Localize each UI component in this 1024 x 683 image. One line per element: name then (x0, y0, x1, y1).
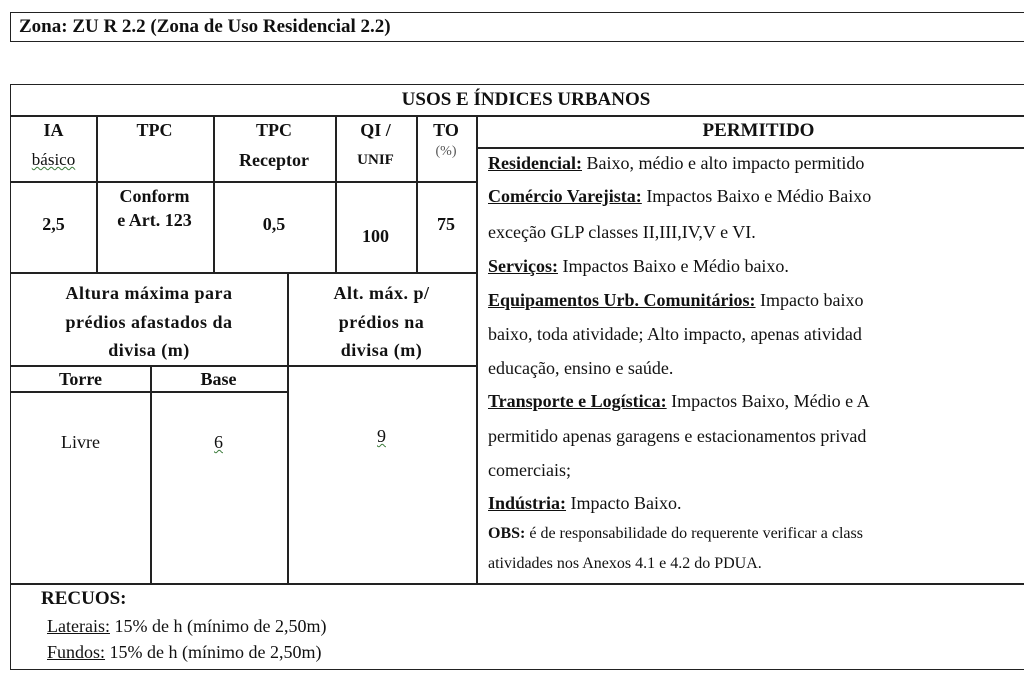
row-divider (11, 365, 476, 367)
permitido-comercio-2: exceção GLP classes II,III,IV,V e VI. (488, 222, 756, 242)
altura-afastados-2: prédios afastados da (65, 312, 233, 332)
header-to-pct: (%) (435, 144, 457, 159)
altura-divisa-2: prédios na (338, 312, 425, 332)
altura-divisa-3: divisa (m) (340, 340, 423, 360)
table-title: USOS E ÍNDICES URBANOS (401, 89, 651, 110)
col-divider (476, 115, 478, 583)
torre-value: Livre (61, 432, 100, 452)
altura-afastados: Altura máxima para (65, 283, 233, 303)
permitido-residencial: Residencial: Baixo, médio e alto impacto permitido (488, 153, 865, 173)
header-ia: IA (43, 120, 64, 140)
divisa-value: 9 (377, 426, 386, 446)
value-tpc: Conform (119, 186, 190, 206)
permitido-equipamentos-3: educação, ensino e saúde. (488, 358, 674, 378)
recuos-laterais: Laterais: 15% de h (mínimo de 2,50m) (47, 616, 327, 636)
recuos-title: RECUOS: (41, 588, 127, 609)
altura-divisa: Alt. máx. p/ (333, 283, 430, 303)
header-tpc-receptor: TPC (256, 120, 292, 140)
permitido-transporte-3: comerciais; (488, 460, 571, 480)
altura-afastados-3: divisa (m) (108, 340, 190, 360)
header-tpc-receptor-2: Receptor (239, 150, 309, 170)
zona-title: Zona: ZU R 2.2 (Zona de Uso Residencial 2.2) (10, 12, 1024, 42)
permitido-servicos: Serviços: Impactos Baixo e Médio baixo. (488, 256, 789, 276)
row-divider (11, 272, 476, 274)
permitido-equipamentos-2: baixo, toda atividade; Alto impacto, apenas atividad (488, 324, 862, 344)
value-tpc-2: e Art. 123 (117, 210, 192, 230)
header-permitido: PERMITIDO (702, 120, 815, 141)
torre-header: Torre (59, 369, 102, 389)
header-to: TO (433, 120, 459, 140)
base-header: Base (200, 369, 237, 389)
indices-table (10, 84, 1024, 670)
row-divider (11, 181, 476, 183)
permitido-comercio: Comércio Varejista: Impactos Baixo e Médio Baixo (488, 186, 872, 206)
permitido-industria: Indústria: Impacto Baixo. (488, 493, 682, 513)
base-value: 6 (214, 432, 223, 452)
permitido-transporte: Transporte e Logística: Impactos Baixo, Médio e A (488, 391, 870, 411)
recuos-fundos: Fundos: 15% de h (mínimo de 2,50m) (47, 642, 322, 662)
permitido-transporte-2: permitido apenas garagens e estacionamentos privad (488, 426, 867, 446)
value-qi: 100 (362, 226, 389, 246)
permitido-obs: OBS: é de responsabilidade do requerente verificar a class (488, 525, 863, 542)
value-to: 75 (437, 214, 455, 234)
permitido-equipamentos: Equipamentos Urb. Comunitários: Impacto baixo (488, 290, 864, 310)
header-qi: QI / (360, 120, 391, 140)
row-divider (11, 391, 287, 393)
row-divider (11, 583, 1024, 585)
value-tpc-receptor: 0,5 (262, 214, 286, 234)
col-divider (150, 365, 152, 583)
header-ia-basico: básico (31, 150, 76, 169)
value-ia: 2,5 (42, 214, 65, 234)
header-qi-unif: UNIF (357, 152, 394, 168)
permitido-obs-2: atividades nos Anexos 4.1 e 4.2 do PDUA. (488, 555, 762, 572)
header-tpc: TPC (136, 120, 173, 140)
row-divider (11, 115, 1024, 117)
row-divider (476, 147, 1024, 149)
